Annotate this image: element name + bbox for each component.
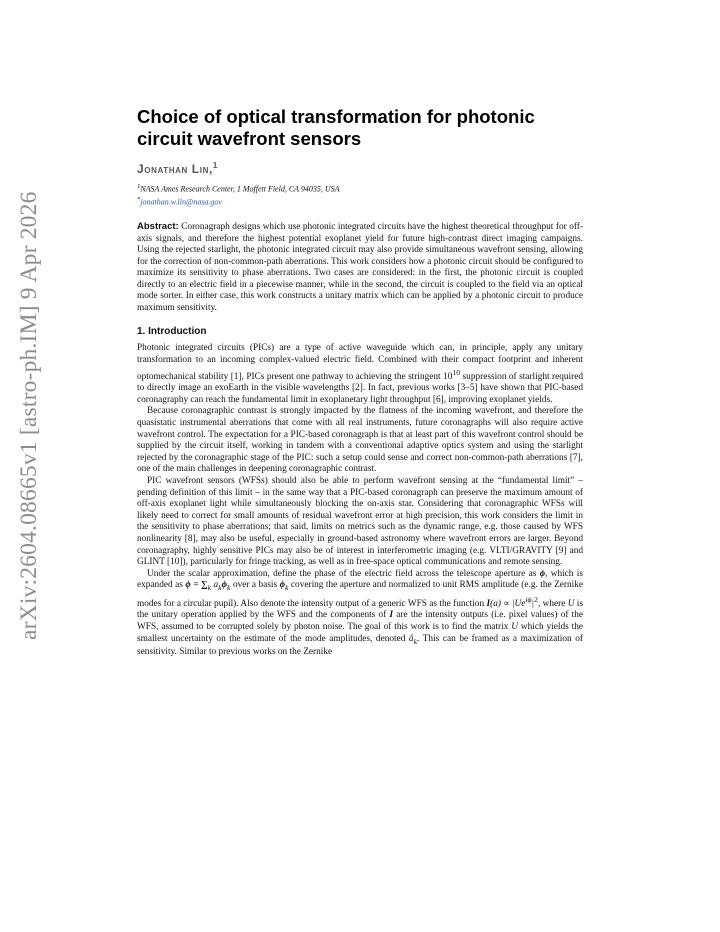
affiliation-line xyxy=(137,182,583,195)
intro-paragraph-2: Because coronagraphic contrast is strongly impacted by the flatness of the incoming wavefront, and therefore the quasistatic instrumental aberrations that come with all real instruments, future coronagraphs will also require active wavefront control. The expectation for a PIC-based coronagraph is that at least part of this wavefront control should be supplied by the circuit itself, working in tandem with a conventional adaptive optics system and using the starlight rejected by the coronagraphic stage of the PIC: such a setup could sense and correct non-common-path aberrations [7], one of the main challenges in deepening coronagraphic contrast. xyxy=(137,406,583,475)
email-line xyxy=(137,195,583,208)
author-affiliation-mark: 1 xyxy=(212,161,218,170)
math-coefficient: a xyxy=(211,580,219,591)
superscript: 10 xyxy=(452,367,461,377)
math-subscript: k xyxy=(218,583,222,593)
math-basis: ϕ xyxy=(221,580,228,591)
abstract-text: Coronagraph designs which use photonic integrated circuits have the highest theoretical throughput for off-axis signals, and therefore the highest potential exoplanet yield for future high-contrast direct imaging campaigns. Using the rejected starlight, the photonic integrated circuit may also provide simultaneous wavefront sensing, allowing for the correction of non-common-path aberrations. This work considers how a photonic circuit should be configured to maximize its sensitivity to phase aberrations. Two cases are considered: in the first, the photonic circuit is coupled directly to an electric field in a piecewise manner, while in the second, the circuit is coupled to the field via an optical mode sorter. In either case, this work constructs a unitary matrix which can be applied by a photonic circuit to produce maximum sensitivity. xyxy=(137,222,583,313)
section-heading-introduction: 1. Introduction xyxy=(137,326,207,338)
math-argument: (a) xyxy=(490,598,501,609)
math-intensity: I xyxy=(389,610,394,621)
text-run: , which is expanded as xyxy=(137,568,583,591)
math-superscript: iϕ xyxy=(525,594,532,604)
affiliation-mark: 1 xyxy=(137,183,141,190)
paper-page xyxy=(137,106,583,659)
math-estimate: â xyxy=(408,633,414,644)
text-run: covering the aperture and normalized to unit RMS amplitude (e.g. the Zernike modes for a circular pupil). Also denote the intensity output of a generic WFS as the function xyxy=(137,580,584,609)
math-unitary: U xyxy=(567,598,575,609)
math-intensity: I xyxy=(486,598,491,609)
math-subscript: k xyxy=(227,583,231,593)
text-run: are the intensity outputs (i.e. pixel values) of the WFS, assumed to be corrupted solely by photon noise. The goal of this work is to find the matrix xyxy=(137,610,583,633)
text-run: is the unitary operation applied by the WFS and the components of xyxy=(137,598,583,621)
text-run: suppression of starlight required to directly image an exoEarth in the visible wavelengths [2]. In fact, previous works [3–5] have shown that PIC-based coronagraphy can reach the fundamental limit in exoplanetary light throughput [6], improving exoplanet yields. xyxy=(137,371,584,405)
paper-title: Choice of optical transformation for photonic circuit wavefront sensors xyxy=(137,106,535,149)
math-phi: ϕ xyxy=(539,568,546,579)
abstract xyxy=(137,221,583,314)
author-email-link[interactable]: jonathan.w.lin@nasa.gov xyxy=(140,197,222,207)
math-subscript: k xyxy=(285,583,289,593)
affiliation-text: NASA Ames Research Center, 1 Moffett Field, CA 94035, USA xyxy=(140,184,340,194)
intro-paragraph-4 xyxy=(137,569,583,659)
math-unitary: U xyxy=(511,622,518,633)
email-mark: * xyxy=(137,195,141,203)
math-superscript: 2 xyxy=(534,594,538,604)
text-run: . This can be framed as a maximization of sensitivity. Similar to previous works on the Zernike xyxy=(137,633,584,658)
author-line xyxy=(137,161,583,176)
text-run: over a basis xyxy=(230,580,280,591)
text-run: which yields the smallest uncertainty on the estimate of the mode amplitudes, denoted xyxy=(137,622,583,644)
math-subscript: k xyxy=(207,583,212,593)
math-proportional: ∝ |Ue xyxy=(500,598,526,609)
author-name: Jonathan Lin, xyxy=(137,162,213,176)
text-run: , where xyxy=(537,598,568,609)
math-expansion: ϕ = ∑ xyxy=(185,580,208,591)
introduction-body xyxy=(137,343,583,658)
text-run: Photonic integrated circuits (PICs) are a type of active waveguide which can, in principle, apply any unitary transformation to an incoming complex-valued electric field. Combined with their compact footprint and inherent optomechanical stability [1], PICs present one pathway to achieving the stringent 10 xyxy=(137,343,583,382)
math-subscript: k xyxy=(413,636,418,646)
text-run: Under the scalar approximation, define the phase of the electric field across the telescope aperture as xyxy=(147,568,540,579)
math-basis: ϕ xyxy=(279,580,285,591)
abstract-label: Abstract: xyxy=(137,221,179,233)
arxiv-identifier-stamp: arXiv:2604.08665v1 [astro-ph.IM] 9 Apr 2026 xyxy=(16,191,42,640)
affiliation-block xyxy=(137,182,583,207)
math-bar: | xyxy=(531,598,535,609)
intro-paragraph-1 xyxy=(137,343,583,406)
intro-paragraph-3: PIC wavefront sensors (WFSs) should also be able to perform wavefront sensing at the “fundamental limit” – pending definition of this limit – in the same way that a PIC-based coronagraph can preserve the maximum amount of off-axis exoplanet light while simultaneously blocking the on-axis star. Considering that coronagraphic WFSs will likely need to correct for small amounts of residual wavefront error at high precision, this work considers the limit in the sensitivity to phase aberrations; that said, limits on metrics such as the dynamic range, e.g. those caused by WFS nonlinearity [8], may also be useful, especially in ground-based astronomy where wavefront errors are larger. Beyond coronagraphy, highly sensitive PICs may also be of interest in interferometric imaging (e.g. VLTI/GRAVITY [9] and GLINT [10]), particularly for fringe tracking, as well as in free-space optical communications and remote sensing. xyxy=(137,475,583,568)
